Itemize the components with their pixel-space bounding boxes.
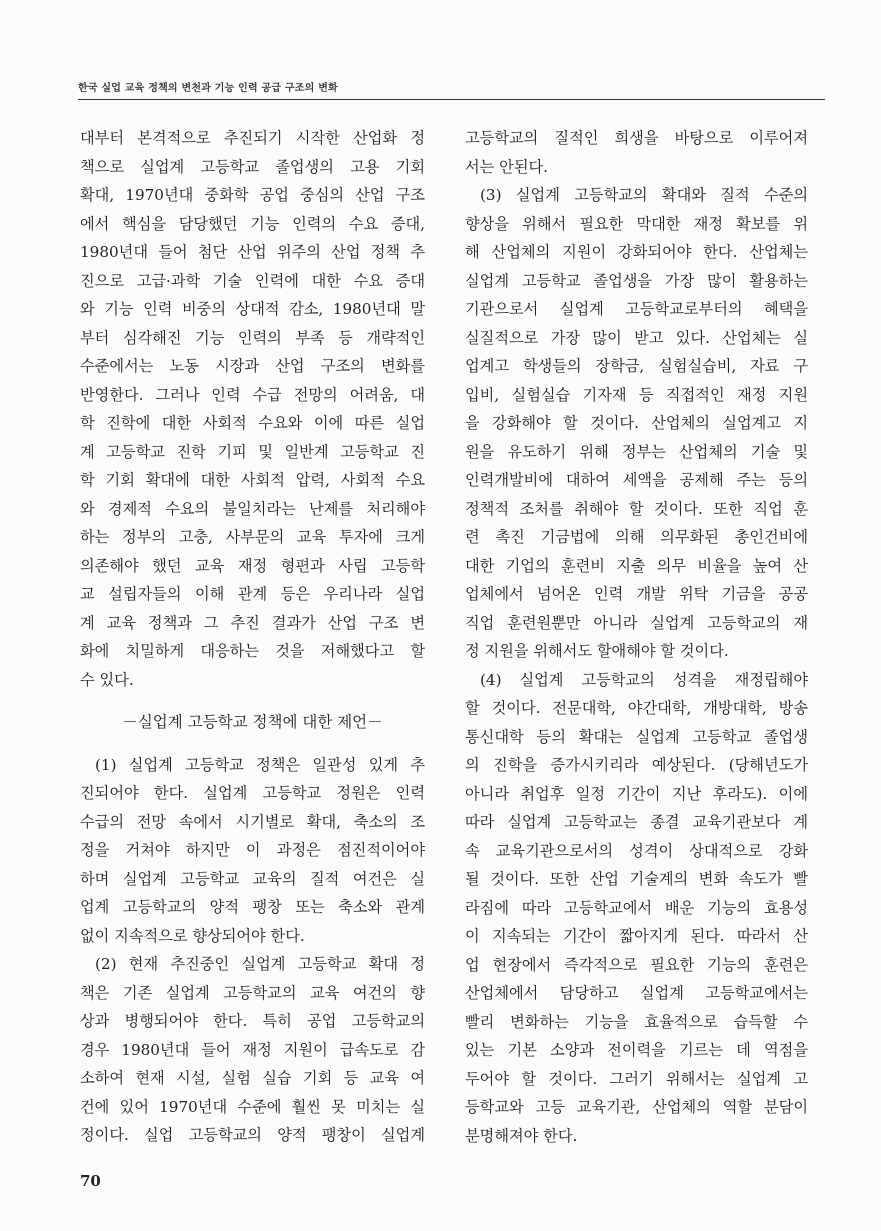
text-line: 와 경제적 수요의 불일치라는 난제를 처리해야 (80, 499, 425, 518)
text-line: 상과 병행되어야 한다. 특히 공업 고등학교의 (80, 1012, 425, 1030)
text-line: 인력개발비에 대하여 세액을 공제해 주는 등의 (465, 471, 808, 489)
text-line: 련 촉진 기금법에 의해 의무화된 총인건비에 (465, 528, 808, 546)
text-line: 을 강화해야 할 것이다. 산업체의 실업계고 지 (465, 414, 808, 432)
text-line: (1) 실업계 고등학교 정책은 일관성 있게 추 (95, 755, 425, 774)
text-line: 교 설립자들의 이해 관계 등은 우리나라 실업 (80, 585, 425, 603)
text-line: 해 산업체의 지원이 강화되어야 한다. 산업체는 (465, 243, 808, 261)
text-line: 와 기능 인력 비중의 상대적 감소, 1980년대 말 (80, 300, 425, 318)
running-title: 한국 실업 교육 정책의 변천과 기능 인력 공급 구조의 변화 (78, 83, 338, 94)
text-line: 하며 실업계 고등학교 교육의 질적 여건은 실 (80, 869, 425, 888)
text-line: 없이 지속적으로 향상되어야 한다. (80, 926, 305, 945)
text-line: 의 진학을 증가시키리라 예상된다. (당해년도가 (465, 756, 808, 774)
text-line: 계 고등학교 진학 기피 및 일반계 고등학교 진 (80, 442, 425, 461)
text-line: 반영한다. 그러나 인력 수급 전망의 어려움, 대 (80, 385, 425, 404)
text-line: 에서 핵심을 담당했던 기능 인력의 수요 증대, (80, 214, 425, 233)
text-line: 책은 기존 실업계 고등학교의 교육 여건의 향 (80, 983, 425, 1002)
text-line: 라짐에 따라 고등학교에서 배운 기능의 효용성 (465, 898, 808, 917)
text-line: 서는 안된다. (465, 157, 549, 176)
text-line: 확대, 1970년대 중화학 공업 중심의 산업 구조 (80, 186, 425, 204)
text-line: 정을 거쳐야 하지만 이 과정은 점진적이어야 (80, 841, 425, 859)
text-line: 부터 심각해진 기능 인력의 부족 등 개략적인 (80, 328, 425, 347)
text-line: 진으로 고급·과학 기술 인력에 대한 수요 증대 (80, 271, 425, 290)
text-line: 두어야 할 것이다. 그러기 위해서는 실업계 고 (465, 1069, 808, 1088)
text-line: 업 현장에서 즉각적으로 필요한 기능의 훈련은 (465, 955, 808, 974)
text-line: 향상을 위해서 필요한 막대한 재정 확보를 위 (465, 214, 808, 233)
text-line: 건에 있어 1970년대 수준에 훨씬 못 미치는 실 (80, 1097, 425, 1116)
text-line: (4) 실업계 고등학교의 성격을 재정립해야 (480, 670, 808, 689)
text-line: 수급의 전망 속에서 시기별로 확대, 축소의 조 (80, 812, 425, 831)
text-line: 분명해져야 한다. (465, 1126, 578, 1145)
text-line: 될 것이다. 또한 산업 기술계의 변화 속도가 빨 (465, 870, 808, 888)
text-line: 대한 기업의 훈련비 지출 의무 비율을 높여 산 (465, 556, 808, 575)
text-line: 업계 고등학교의 양적 팽창 또는 축소와 관계 (80, 898, 425, 916)
section-spacer (80, 737, 425, 751)
left-column (80, 124, 425, 1150)
text-line: 이 지속되는 기간이 짧아지게 된다. 따라서 산 (465, 927, 808, 945)
text-line: 통신대학 등의 확대는 실업계 고등학교 졸업생 (465, 727, 808, 746)
text-line: 실질적으로 가장 많이 받고 있다. 산업체는 실 (465, 328, 808, 347)
text-line: 1980년대 들어 첨단 산업 위주의 산업 정책 추 (80, 243, 425, 261)
text-line: 있는 기본 소양과 전이력을 기르는 데 역점을 (465, 1041, 808, 1059)
text-line: 화에 치밀하게 대응하는 것을 저해했다고 할 (80, 642, 425, 660)
text-line: 경우 1980년대 들어 재정 지원이 급속도로 감 (80, 1040, 425, 1059)
text-line: 수 있다. (80, 670, 134, 689)
text-line: 정 지원을 위해서도 할애해야 할 것이다. (465, 642, 729, 660)
text-line: 고등학교의 질적인 희생을 바탕으로 이루어져 (465, 129, 808, 147)
text-line: 소하여 현재 시설, 실험 실습 기회 등 교육 여 (80, 1069, 425, 1087)
text-line: 기관으로서 실업계 고등학교로부터의 혜택을 (465, 300, 808, 318)
text-line: 업계고 학생들의 장학금, 실험실습비, 자료 구 (465, 357, 808, 375)
header-rule (78, 99, 825, 100)
text-line: 학 진학에 대한 사회적 수요와 이에 따른 실업 (80, 414, 425, 432)
text-line: 수준에서는 노동 시장과 산업 구조의 변화를 (80, 357, 425, 375)
text-line: 책으로 실업계 고등학교 졸업생의 고용 기회 (80, 157, 425, 176)
text-line: 따라 실업계 고등학교는 종결 교육기관보다 계 (465, 813, 808, 831)
text-line: 산업체에서 담당하고 실업계 고등학교에서는 (465, 984, 808, 1002)
text-line: 대부터 본격적으로 추진되기 시작한 산업화 정 (80, 129, 425, 147)
text-line: 직업 훈련원뿐만 아니라 실업계 고등학교의 재 (465, 613, 808, 632)
text-line: (2) 현재 추진중인 실업계 고등학교 확대 정 (95, 955, 425, 973)
text-line: 계 교육 정책과 그 추진 결과가 산업 구조 변 (80, 613, 425, 632)
text-line: 업체에서 넘어온 인력 개발 위탁 기금을 공공 (465, 585, 808, 603)
text-line: 할 것이다. 전문대학, 야간대학, 개방대학, 방송 (465, 699, 808, 717)
text-line: 원을 유도하기 위해 정부는 산업체의 기술 및 (465, 442, 808, 461)
section-spacer (80, 694, 425, 708)
text-line: 학 기회 확대에 대한 사회적 압력, 사회적 수요 (80, 471, 425, 489)
text-line: 속 교육기관으로서의 성격이 상대적으로 강화 (465, 841, 808, 860)
text-line: 진되어야 한다. 실업계 고등학교 정원은 인력 (80, 784, 425, 802)
text-line: 하는 정부의 고충, 사부문의 교육 투자에 크게 (80, 528, 425, 546)
text-line: 실업계 고등학교 졸업생을 가장 많이 활용하는 (465, 271, 808, 290)
text-line: 정이다. 실업 고등학교의 양적 팽창이 실업계 (80, 1126, 425, 1144)
text-line: 의존해야 했던 교육 재정 형편과 사립 고등학 (80, 556, 425, 575)
text-line: 빨리 변화하는 기능을 효율적으로 습득할 수 (465, 1012, 808, 1031)
text-line: 등학교와 고등 교육기관, 산업체의 역할 분담이 (465, 1098, 808, 1116)
page-number: 70 (80, 1172, 101, 1190)
text-line: 아니라 취업후 일정 기간이 지난 후라도). 이에 (465, 784, 808, 803)
text-line: 정책적 조처를 취해야 할 것이다. 또한 직업 훈 (465, 499, 808, 518)
right-column (465, 124, 808, 1150)
text-line: 입비, 실험실습 기자재 등 직접적인 재정 지원 (465, 385, 808, 404)
text-line: (3) 실업계 고등학교의 확대와 질적 수준의 (480, 186, 808, 204)
section-heading: －실업계 고등학교 정책에 대한 제언－ (122, 713, 383, 731)
